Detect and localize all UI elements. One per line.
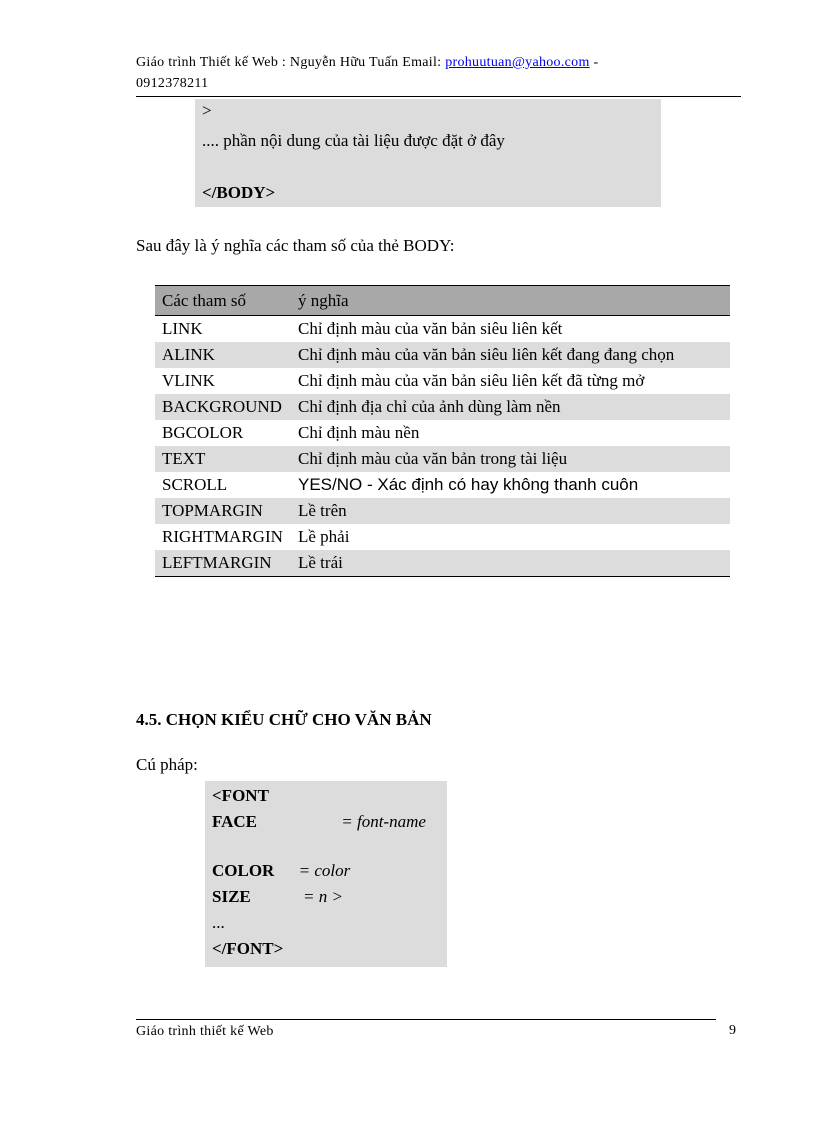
code-line: ... — [212, 913, 225, 932]
table-row — [155, 394, 730, 420]
param-cell: BACKGROUND — [155, 394, 291, 420]
param-cell: LINK — [162, 319, 203, 338]
code-line — [212, 786, 269, 806]
scroll-description: - Xác định có hay không thanh cuôn — [362, 475, 639, 494]
code-block-body — [195, 99, 661, 207]
param-cell: TOPMARGIN — [155, 498, 291, 524]
code-value: = color — [298, 861, 351, 880]
param-cell: SCROLL — [162, 475, 228, 494]
table-row — [155, 446, 730, 472]
footer-text: Giáo trình thiết kế Web — [136, 1024, 274, 1039]
page-header — [136, 52, 741, 94]
code-keyword: <FONT — [212, 786, 269, 805]
header-separator: - — [593, 55, 599, 70]
code-line — [212, 812, 432, 832]
meaning-cell: Lề phải — [298, 527, 350, 546]
code-keyword: </FONT> — [212, 939, 284, 958]
section-heading: 4.5. CHỌN KIỂU CHỮ CHO VĂN BẢN — [136, 710, 432, 729]
header-phone: 0912378211 — [136, 76, 209, 91]
param-cell: ALINK — [155, 342, 291, 368]
param-cell: LEFTMARGIN — [155, 550, 291, 577]
header-email-link[interactable]: prohuutuan@yahoo.com — [445, 55, 590, 70]
param-cell: RIGHTMARGIN — [162, 527, 283, 546]
table-row — [155, 342, 730, 368]
table-header-row — [155, 286, 730, 316]
code-line: </BODY> — [202, 183, 276, 202]
table-row — [155, 550, 730, 577]
meaning-cell: Chỉ định màu của văn bản siêu liên kết đã từng mở — [298, 371, 645, 390]
table-header-param: Các tham số — [155, 286, 291, 316]
code-block-font — [205, 781, 447, 967]
table-row — [155, 524, 730, 550]
table-row — [155, 368, 730, 394]
syntax-label: Cú pháp: — [136, 755, 198, 774]
meaning-cell: Chỉ định màu của văn bản siêu liên kết đang đang chọn — [291, 342, 730, 368]
meaning-cell: Chỉ định màu của văn bản siêu liên kết — [298, 319, 563, 338]
code-line: > — [202, 101, 212, 120]
meaning-cell: Lề trên — [291, 498, 730, 524]
code-line — [212, 939, 283, 959]
param-cell: BGCOLOR — [162, 423, 244, 442]
table-row — [155, 472, 730, 498]
meaning-cell — [291, 472, 730, 498]
intro-paragraph: Sau đây là ý nghĩa các tham số của thẻ BODY: — [136, 236, 455, 255]
meaning-cell: Lề trái — [291, 550, 730, 577]
code-keyword: FACE — [212, 812, 258, 831]
code-value: = n > — [303, 887, 343, 906]
body-params-table — [155, 285, 730, 577]
code-line: .... phần nội dung của tài liệu được đặt ở đây — [202, 131, 505, 150]
table-header-meaning: ý nghĩa — [291, 286, 730, 316]
code-line — [212, 887, 343, 907]
table-row — [155, 498, 730, 524]
code-keyword: COLOR — [212, 861, 275, 880]
scroll-values: YES/NO — [298, 475, 363, 494]
footer-rule — [136, 1019, 716, 1020]
param-cell: VLINK — [162, 371, 215, 390]
code-value: = font-name — [341, 812, 426, 831]
header-title: Giáo trình Thiết kế Web : Nguyễn Hữu Tuấn Email: — [136, 55, 442, 70]
table-row — [155, 420, 730, 446]
meaning-cell: Chỉ định màu của văn bản trong tài liệu — [291, 446, 730, 472]
table-row — [155, 316, 730, 343]
param-cell: TEXT — [155, 446, 291, 472]
page-number: 9 — [729, 1023, 736, 1038]
code-keyword: SIZE — [212, 887, 251, 906]
header-rule — [136, 96, 741, 97]
meaning-cell: Chỉ định địa chỉ của ảnh dùng làm nền — [291, 394, 730, 420]
meaning-cell: Chỉ định màu nền — [298, 423, 420, 442]
code-line — [212, 861, 350, 881]
